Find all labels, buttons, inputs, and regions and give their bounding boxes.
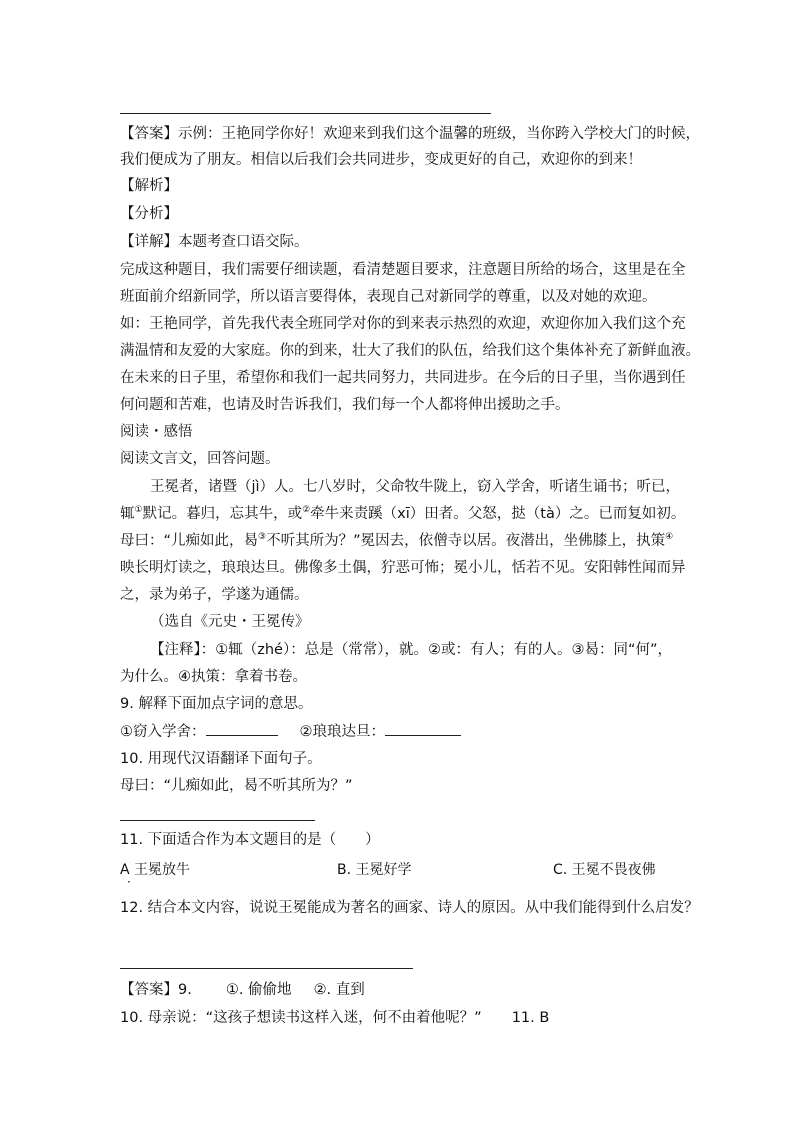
passage-text: 母曰：“儿痴如此，曷	[120, 533, 259, 549]
q10-sentence: 母曰：“儿痴如此，曷不听其所为？”	[120, 778, 353, 794]
section-instruction: 阅读文言文，回答问题。	[120, 451, 280, 467]
q9-item-1: ①窃入学舍：	[120, 724, 206, 740]
answer-line-2: 我们便成为了朋友。相信以后我们会共同进步，变成更好的自己，欢迎你的到来！	[120, 152, 642, 168]
passage-line-2	[120, 504, 685, 524]
answer2-line-1	[120, 980, 365, 1000]
section-title: 阅读・感悟	[120, 424, 193, 440]
answer-divider	[120, 968, 413, 969]
explain-p1-line2: 班面前介绍新同学，所以语言要得体，表现自己对新同学的尊重，以及对她的欢迎。	[120, 289, 657, 305]
explain-p2-line3: 在未来的日子里，希望你和我们一起共同努力，共同进步。在今后的日子里，当你遇到任	[120, 370, 686, 386]
notes-line-1: 【注释】：①辄（zhé）：总是（常常），就。②或：有人；有的人。③曷：同“何”，	[150, 642, 672, 658]
passage-line-5: 之，录为弟子，学遂为通儒。	[120, 587, 309, 603]
q12-stem: 12. 结合本文内容，说说王冕能成为著名的画家、诗人的原因。从中我们能得到什么启发？	[120, 900, 699, 916]
emphasis-dot: ·	[127, 875, 131, 889]
footnote-marker: ③	[258, 532, 267, 543]
q9-stem: 9. 解释下面加点字词的意思。	[120, 696, 313, 712]
answer2-q11: 11. B	[511, 1010, 550, 1026]
footnote-marker: ②	[302, 505, 311, 516]
fenxi-heading: 【分析】	[120, 206, 178, 222]
notes-line-2: 为什么。④执策：拿着书卷。	[120, 669, 307, 685]
q9-item-2: ②琅琅达旦：	[299, 724, 385, 740]
explain-p2-line2: 满温情和友爱的大家庭。你的到来，壮大了我们的队伍，给我们这个集体补充了新鲜血液。	[120, 343, 700, 359]
passage-text: 默记。暮归，忘其牛，或	[142, 506, 303, 522]
jiexi-heading: 【解析】	[120, 178, 178, 194]
answer-line-1: 【答案】示例：王艳同学你好！欢迎来到我们这个温馨的班级，当你跨入学校大门的时候，	[120, 126, 700, 142]
answer2-line-2	[120, 1008, 549, 1028]
passage-line-1: 王冕者，诸暨（jì）人。七八岁时，父命牧牛陇上，窃入学舍，听诸生诵书；听已，	[150, 479, 681, 495]
xiangjie-heading: 【详解】本题考查口语交际。	[120, 234, 309, 250]
q11-option-a[interactable]: A 王冕放牛	[120, 862, 191, 878]
q10-answer-line[interactable]	[120, 820, 315, 821]
q11-option-c[interactable]: C. 王冕不畏夜佛	[553, 862, 656, 878]
footnote-marker: ④	[665, 532, 674, 543]
q9-items	[120, 721, 461, 742]
explain-p1-line1: 完成这种题目，我们需要仔细读题，看清楚题目要求，注意题目所给的场合，这里是在全	[120, 262, 686, 278]
footnote-marker: ①	[134, 505, 143, 516]
top-divider	[120, 113, 491, 114]
passage-source: （选自《元史・王冕传》	[150, 614, 310, 630]
passage-line-4: 映长明灯读之，琅琅达旦。佛像多土偶，狞恶可怖；冕小儿，恬若不见。安阳韩性闻而异	[120, 560, 686, 576]
passage-text: 不听其所为？”冕因去，依僧寺以居。夜潜出，坐佛膝上，执策	[266, 533, 666, 549]
q11-option-b[interactable]: B. 王冕好学	[337, 862, 412, 878]
answer2-label: 【答案】9.	[120, 982, 192, 998]
passage-text: 牵牛来责蹊（xī）田者。父怒，挞（tà）之。已而复如初。	[310, 506, 686, 522]
q10-stem: 10. 用现代汉语翻译下面句子。	[120, 751, 322, 767]
q9-blank-1[interactable]	[206, 721, 278, 736]
passage-text: 辄	[120, 506, 135, 522]
answer2-item-1: ①. 偷偷地	[225, 982, 292, 998]
answer2-q10: 10. 母亲说：“这孩子想读书这样入迷，何不由着他呢？”	[120, 1010, 482, 1026]
explain-p2-line4: 何问题和苦难，也请及时告诉我们，我们每一个人都将伸出援助之手。	[120, 397, 570, 413]
answer2-item-2: ②. 直到	[313, 982, 365, 998]
passage-line-3	[120, 531, 673, 551]
q9-blank-2[interactable]	[385, 721, 461, 736]
q11-stem: 11. 下面适合作为本文题目的是（ ）	[120, 832, 380, 848]
explain-p2-line1: 如：王艳同学，首先我代表全班同学对你的到来表示热烈的欢迎，欢迎你加入我们这个充	[120, 316, 686, 332]
